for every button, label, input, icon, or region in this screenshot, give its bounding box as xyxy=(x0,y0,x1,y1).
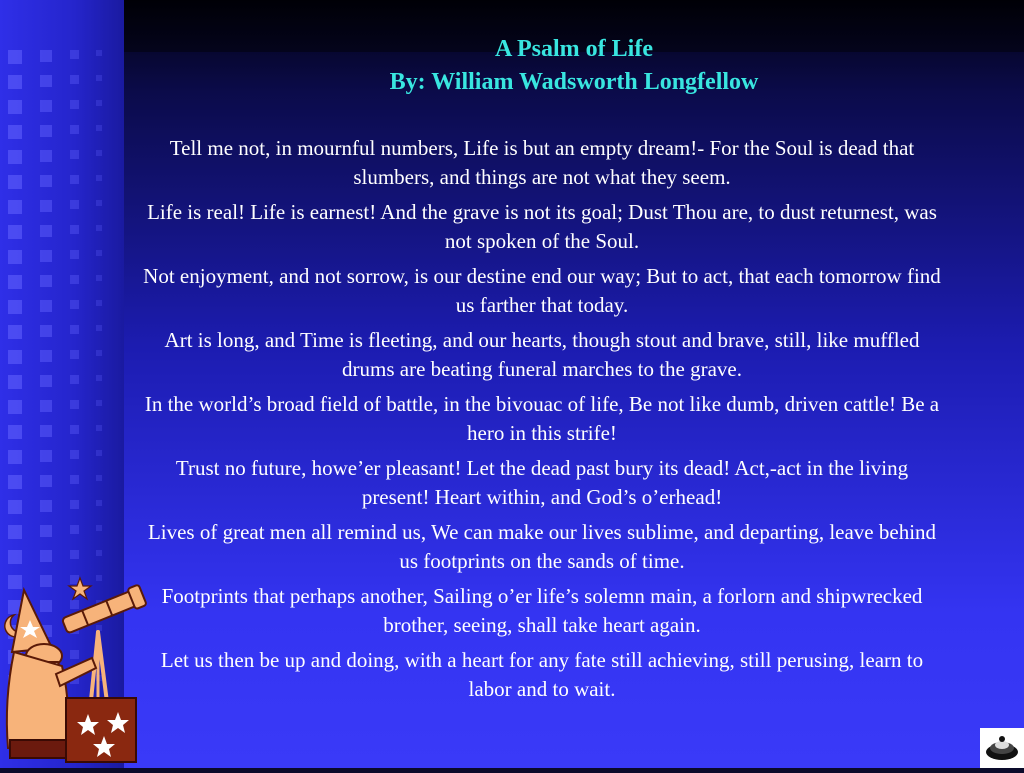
decorative-square xyxy=(40,200,52,212)
decorative-square xyxy=(70,425,79,434)
decorative-square xyxy=(96,375,102,381)
decorative-square xyxy=(8,375,22,389)
decorative-square xyxy=(8,250,22,264)
stanza-9: Let us then be up and doing, with a heart for any fate still achieving, still perusing, learn to labor and to wait. xyxy=(160,648,924,701)
decorative-square xyxy=(96,350,102,356)
decorative-square xyxy=(8,75,22,89)
decorative-square xyxy=(8,100,22,114)
decorative-square xyxy=(40,325,52,337)
decorative-square xyxy=(96,475,102,481)
decorative-square xyxy=(40,175,52,187)
decorative-square xyxy=(96,100,102,106)
stanza-5: In the world’s broad field of battle, in the bivouac of life, Be not like dumb, driven cattle! Be a hero in this strife! xyxy=(144,392,940,445)
decorative-square xyxy=(40,450,52,462)
title-line: A Psalm of Life xyxy=(495,36,653,62)
decorative-square xyxy=(8,200,22,214)
stanza-2: Life is real! Life is earnest! And the grave is not its goal; Dust Thou are, to dust returnest, was not spoken of the Soul. xyxy=(147,200,937,253)
wizard-with-telescope-icon xyxy=(0,570,150,768)
decorative-square xyxy=(40,375,52,387)
decorative-square xyxy=(70,275,79,284)
title-block xyxy=(124,33,1024,99)
decorative-square xyxy=(8,450,22,464)
decorative-square xyxy=(96,450,102,456)
decorative-square xyxy=(96,175,102,181)
decorative-square xyxy=(96,550,102,556)
speaker-icon xyxy=(980,728,1024,768)
decorative-square xyxy=(40,150,52,162)
decorative-square xyxy=(8,425,22,439)
decorative-square xyxy=(70,50,79,59)
decorative-square xyxy=(8,125,22,139)
decorative-square xyxy=(70,325,79,334)
decorative-square xyxy=(70,75,79,84)
decorative-square xyxy=(40,50,52,62)
author-line: By: William Wadsworth Longfellow xyxy=(389,69,759,95)
stanza-1: Tell me not, in mournful numbers, Life is but an empty dream!- For the Soul is dead that slumbers, and things are not what they seem. xyxy=(169,136,915,189)
decorative-square xyxy=(96,250,102,256)
decorative-square xyxy=(8,300,22,314)
decorative-square xyxy=(40,350,52,362)
decorative-square xyxy=(40,225,52,237)
decorative-square xyxy=(8,325,22,339)
stanza-7: Lives of great men all remind us, We can make our lives sublime, and departing, leave behind us footprints on the sands of time. xyxy=(147,520,937,573)
decorative-square xyxy=(8,350,22,364)
decorative-square xyxy=(40,75,52,87)
decorative-square xyxy=(70,250,79,259)
decorative-square xyxy=(96,425,102,431)
decorative-square xyxy=(40,400,52,412)
decorative-square xyxy=(96,125,102,131)
decorative-square xyxy=(96,500,102,506)
decorative-square xyxy=(8,275,22,289)
decorative-square xyxy=(96,50,102,56)
decorative-square xyxy=(96,75,102,81)
decorative-square xyxy=(96,300,102,306)
decorative-square xyxy=(40,250,52,262)
decorative-square xyxy=(70,450,79,459)
decorative-square xyxy=(96,275,102,281)
decorative-square xyxy=(40,125,52,137)
decorative-square xyxy=(70,375,79,384)
decorative-square xyxy=(70,475,79,484)
decorative-square xyxy=(40,100,52,112)
decorative-square xyxy=(40,300,52,312)
decorative-square xyxy=(8,50,22,64)
decorative-square xyxy=(40,525,52,537)
decorative-square xyxy=(70,225,79,234)
decorative-square xyxy=(8,150,22,164)
stanza-6: Trust no future, howe’er pleasant! Let the dead past bury its dead! Act,-act in the living present! Heart within, and God’s o’erhead! xyxy=(175,456,909,509)
decorative-square xyxy=(8,525,22,539)
decorative-square xyxy=(70,500,79,509)
decorative-square xyxy=(8,175,22,189)
decorative-square xyxy=(96,400,102,406)
decorative-square xyxy=(40,475,52,487)
decorative-square xyxy=(96,200,102,206)
decorative-square xyxy=(70,150,79,159)
stanza-3: Not enjoyment, and not sorrow, is our destine end our way; But to act, that each tomorrow find us farther that today. xyxy=(143,264,941,317)
decorative-square xyxy=(70,300,79,309)
sound-icon[interactable] xyxy=(980,728,1024,768)
decorative-square xyxy=(96,325,102,331)
decorative-square xyxy=(96,225,102,231)
decorative-square xyxy=(8,500,22,514)
decorative-square xyxy=(70,350,79,359)
decorative-square xyxy=(70,175,79,184)
decorative-square xyxy=(40,275,52,287)
decorative-square xyxy=(70,525,79,534)
decorative-square xyxy=(8,550,22,564)
decorative-square xyxy=(40,425,52,437)
decorative-square xyxy=(70,125,79,134)
decorative-square xyxy=(8,225,22,239)
stanza-8: Footprints that perhaps another, Sailing o’er life’s solemn main, a forlorn and shipwrecked brother, seeing, shall take heart again. xyxy=(161,584,923,637)
decorative-square xyxy=(96,150,102,156)
decorative-square xyxy=(70,400,79,409)
poem-body xyxy=(140,134,944,710)
decorative-square xyxy=(8,400,22,414)
decorative-square xyxy=(70,200,79,209)
decorative-square xyxy=(8,475,22,489)
decorative-square xyxy=(40,500,52,512)
decorative-square xyxy=(70,100,79,109)
decorative-square xyxy=(96,525,102,531)
decorative-square xyxy=(70,550,79,559)
stanza-4: Art is long, and Time is fleeting, and our hearts, though stout and brave, still, like muffled drums are beating funeral marches to the grave. xyxy=(164,328,920,381)
decorative-square xyxy=(40,550,52,562)
